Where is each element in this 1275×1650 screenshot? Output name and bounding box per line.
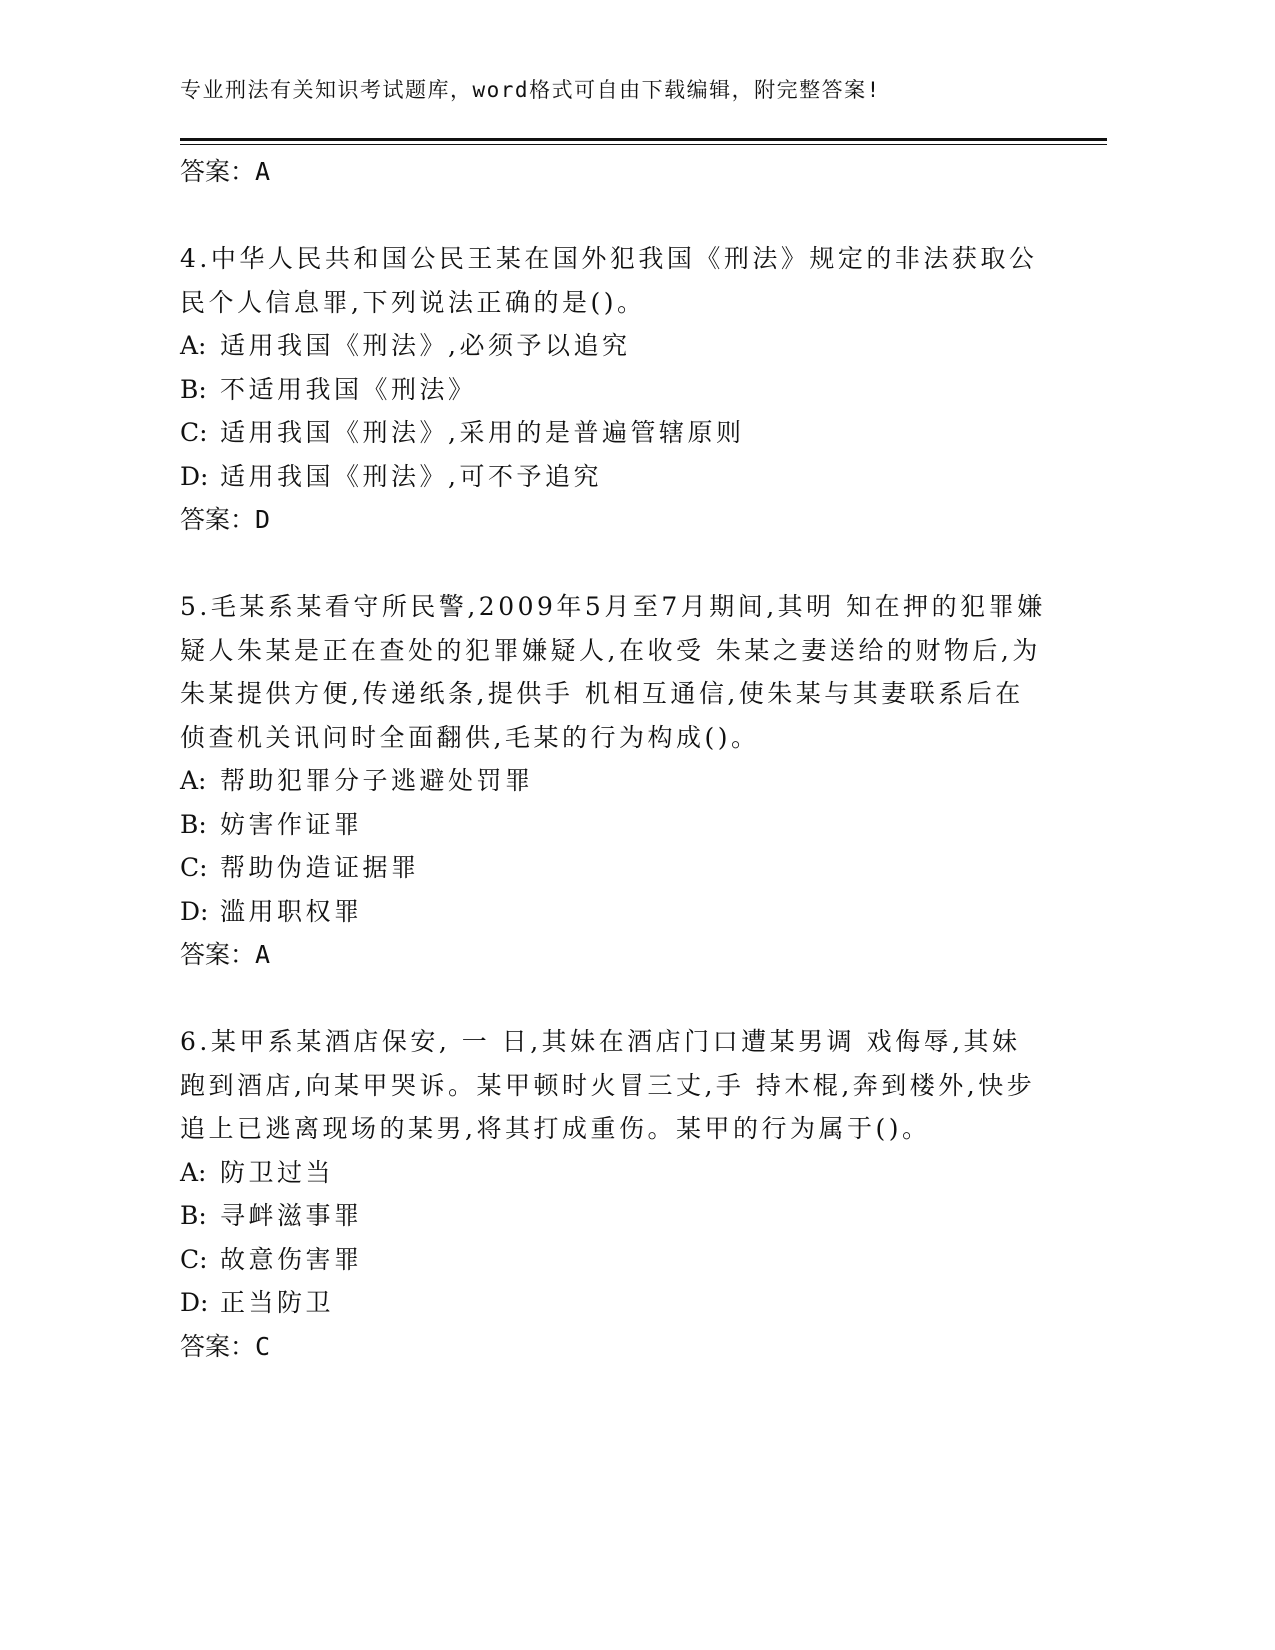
option-letter: D:	[180, 461, 209, 491]
question-stem-line: 追上已逃离现场的某男,将其打成重伤。某甲的行为属于()。	[180, 1114, 931, 1143]
option-text: 正当防卫	[220, 1288, 335, 1317]
option-text: 帮助伪造证据罪	[220, 853, 420, 882]
answer-value: D	[255, 505, 271, 534]
option-letter: B:	[180, 809, 207, 839]
option-text: 防卫过当	[220, 1157, 335, 1187]
header-rule-thin	[180, 144, 1107, 145]
option-d	[180, 1281, 1060, 1325]
question-stem-line: 侦查机关讯问时全面翻供,毛某的行为构成()。	[180, 722, 760, 752]
answer-label: 答案：	[180, 940, 256, 969]
option-text: 滥用职权罪	[220, 896, 363, 926]
question-4	[180, 237, 1060, 542]
answer-value: C	[255, 1331, 271, 1361]
answer-line	[180, 498, 1060, 542]
option-letter: D:	[180, 1288, 209, 1317]
option-letter: C:	[180, 418, 208, 447]
option-text: 寻衅滋事罪	[220, 1201, 363, 1230]
question-5	[180, 585, 1060, 977]
option-letter: D:	[180, 896, 209, 926]
answer-value: A	[255, 157, 271, 186]
option-c	[180, 846, 1060, 890]
option-b	[180, 1194, 1060, 1238]
option-a	[180, 324, 1060, 368]
option-text: 帮助犯罪分子逃避处罚罪	[220, 766, 534, 795]
answer-line	[180, 933, 1060, 977]
question-stem-line: 4.中华人民共和国公民王某在国外犯我国《刑法》规定的非法获取公	[180, 244, 1038, 273]
option-c	[180, 1238, 1060, 1282]
option-letter: B:	[180, 1201, 207, 1230]
question-stem-line: 5.毛某系某看守所民警,2009年5月至7月期间,其明 知在押的犯罪嫌	[180, 592, 1046, 621]
option-letter: B:	[180, 374, 207, 404]
option-text: 故意伤害罪	[220, 1244, 363, 1274]
option-letter: A:	[180, 1157, 207, 1187]
option-text: 不适用我国《刑法》	[220, 374, 477, 404]
option-d	[180, 890, 1060, 934]
question-stem-line: 跑到酒店,向某甲哭诉。某甲顿时火冒三丈,手 持木棍,奔到楼外,快步	[180, 1070, 1036, 1100]
question-stem-line: 民个人信息罪,下列说法正确的是()。	[180, 287, 646, 317]
answer-label: 答案：	[180, 505, 256, 534]
option-b	[180, 803, 1060, 847]
answer-label: 答案：	[180, 1331, 256, 1361]
option-letter: A:	[180, 331, 207, 360]
option-a	[180, 1151, 1060, 1195]
option-c	[180, 411, 1060, 455]
page-header: 专业刑法有关知识考试题库，word格式可自由下载编辑，附完整答案!	[180, 78, 881, 102]
option-d	[180, 455, 1060, 499]
option-letter: A:	[180, 766, 207, 795]
question-content	[180, 150, 1060, 1369]
question-stem-line: 朱某提供方便,传递纸条,提供手 机相互通信,使朱某与其妻联系后在	[180, 679, 1024, 708]
question-stem-line: 6.某甲系某酒店保安, 一 日,其妹在酒店门口遭某男调 戏侮辱,其妹	[180, 1027, 1021, 1056]
answer-label: 答案：	[180, 157, 256, 186]
option-a	[180, 759, 1060, 803]
option-letter: C:	[180, 1244, 208, 1274]
answer-line	[180, 1325, 1060, 1369]
answer-value: A	[255, 940, 271, 969]
option-text: 适用我国《刑法》,可不予追究	[220, 461, 602, 491]
question-stem-line: 疑人朱某是正在查处的犯罪嫌疑人,在收受 朱某之妻送给的财物后,为	[180, 635, 1041, 665]
question-6	[180, 1020, 1060, 1369]
option-b	[180, 368, 1060, 412]
option-text: 适用我国《刑法》,必须予以追究	[220, 331, 631, 360]
answer-line	[180, 150, 1060, 194]
option-text: 适用我国《刑法》,采用的是普遍管辖原则	[220, 418, 745, 447]
option-text: 妨害作证罪	[220, 809, 363, 839]
option-letter: C:	[180, 853, 208, 882]
header-rule-thick	[180, 138, 1107, 141]
